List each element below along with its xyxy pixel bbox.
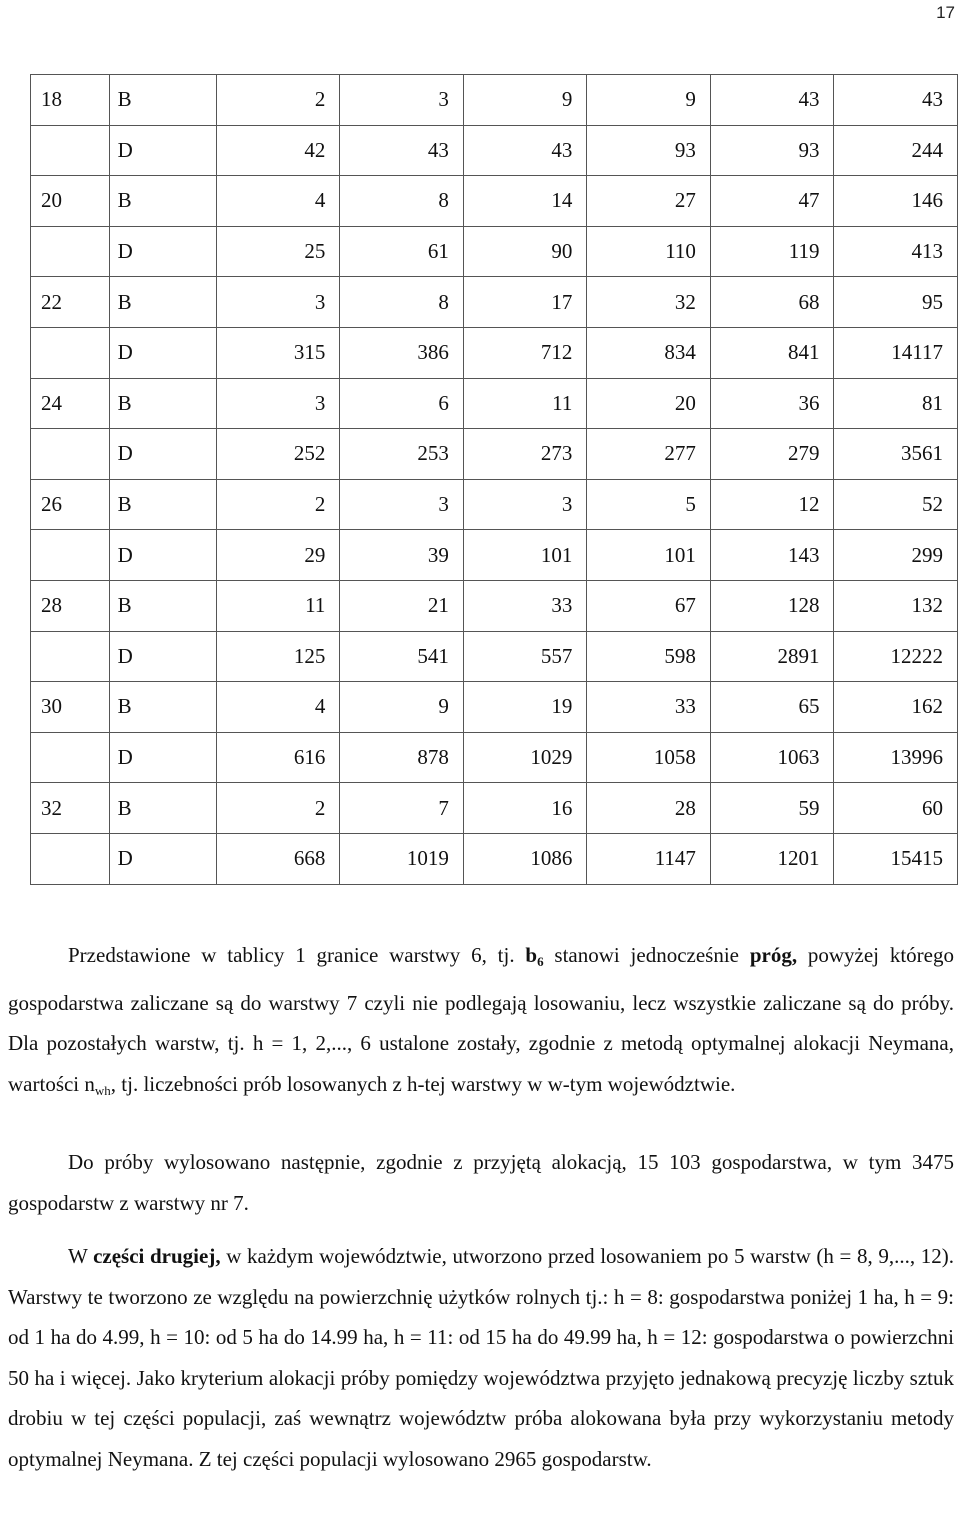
- cell-stratum-4: 110: [587, 226, 711, 277]
- cell-bound-type: B: [109, 479, 216, 530]
- cell-stratum-2: 43: [340, 125, 464, 176]
- cell-stratum-3: 16: [463, 783, 587, 834]
- paragraph1-text-e: powyżej którego gospodarstwa zaliczane są do warstwy 7 czyli nie podlegają losowaniu, lecz wszystkie zaliczane są do próby. Dla pozostałych warstw, tj. h = 1, 2,..., 6 ustalone zostały, zgodnie z metodą optymalnej alokacji Neymana, wartości n: [8, 943, 954, 1096]
- cell-stratum-1: 3: [216, 277, 340, 328]
- cell-bound-type: B: [109, 277, 216, 328]
- cell-stratum-1: 616: [216, 732, 340, 783]
- table-row: [31, 125, 958, 176]
- cell-bound-type: D: [109, 327, 216, 378]
- cell-stratum-2: 7: [340, 783, 464, 834]
- cell-stratum-5: 36: [710, 378, 834, 429]
- cell-stratum-6: 43: [834, 75, 958, 126]
- cell-stratum-1: 25: [216, 226, 340, 277]
- cell-stratum-5: 43: [710, 75, 834, 126]
- table-row: [31, 479, 958, 530]
- cell-voivodeship: [31, 226, 110, 277]
- cell-bound-type: B: [109, 378, 216, 429]
- cell-stratum-5: 93: [710, 125, 834, 176]
- cell-stratum-5: 1063: [710, 732, 834, 783]
- cell-voivodeship: 20: [31, 176, 110, 227]
- paragraph1-text-c: stanowi jednocześnie: [543, 943, 750, 967]
- cell-stratum-5: 841: [710, 327, 834, 378]
- cell-stratum-1: 2: [216, 783, 340, 834]
- cell-stratum-3: 19: [463, 682, 587, 733]
- cell-stratum-4: 9: [587, 75, 711, 126]
- cell-bound-type: B: [109, 75, 216, 126]
- table-row: [31, 732, 958, 783]
- cell-voivodeship: 26: [31, 479, 110, 530]
- cell-stratum-3: 9: [463, 75, 587, 126]
- paragraph3-bold-heading: części drugiej,: [93, 1244, 221, 1268]
- paragraph1-b-symbol: b: [525, 943, 538, 967]
- cell-stratum-3: 273: [463, 429, 587, 480]
- cell-stratum-6: 81: [834, 378, 958, 429]
- cell-bound-type: B: [109, 176, 216, 227]
- cell-bound-type: D: [109, 125, 216, 176]
- cell-stratum-4: 28: [587, 783, 711, 834]
- cell-stratum-6: 146: [834, 176, 958, 227]
- cell-stratum-6: 60: [834, 783, 958, 834]
- paragraph2-text: Do próby wylosowano następnie, zgodnie z przyjętą alokacją, 15 103 gospodarstwa, w tym 3475 gospodarstw z warstwy nr 7.: [8, 1150, 954, 1215]
- cell-voivodeship: [31, 530, 110, 581]
- cell-stratum-1: 29: [216, 530, 340, 581]
- paragraph1-text-a: Przedstawione w tablicy 1 granice warstwy 6, tj.: [68, 943, 526, 967]
- table-row: [31, 580, 958, 631]
- cell-voivodeship: 18: [31, 75, 110, 126]
- data-table: [30, 74, 958, 885]
- cell-stratum-1: 4: [216, 682, 340, 733]
- cell-voivodeship: 22: [31, 277, 110, 328]
- cell-stratum-3: 14: [463, 176, 587, 227]
- paragraph1-n-subscript: wh: [94, 1082, 111, 1098]
- cell-stratum-4: 67: [587, 580, 711, 631]
- cell-stratum-3: 90: [463, 226, 587, 277]
- cell-stratum-6: 14117: [834, 327, 958, 378]
- cell-stratum-1: 2: [216, 75, 340, 126]
- cell-stratum-3: 557: [463, 631, 587, 682]
- paragraph-second-part: [8, 1236, 954, 1480]
- cell-stratum-6: 299: [834, 530, 958, 581]
- cell-stratum-3: 33: [463, 580, 587, 631]
- cell-stratum-6: 413: [834, 226, 958, 277]
- cell-stratum-1: 125: [216, 631, 340, 682]
- cell-voivodeship: [31, 327, 110, 378]
- cell-bound-type: B: [109, 580, 216, 631]
- cell-stratum-5: 65: [710, 682, 834, 733]
- table-row: [31, 833, 958, 884]
- cell-stratum-3: 1086: [463, 833, 587, 884]
- cell-stratum-4: 33: [587, 682, 711, 733]
- cell-stratum-3: 712: [463, 327, 587, 378]
- table-row: [31, 631, 958, 682]
- table-row: [31, 378, 958, 429]
- cell-bound-type: B: [109, 783, 216, 834]
- cell-stratum-4: 20: [587, 378, 711, 429]
- cell-stratum-4: 598: [587, 631, 711, 682]
- cell-bound-type: B: [109, 682, 216, 733]
- table-row: [31, 176, 958, 227]
- cell-stratum-4: 27: [587, 176, 711, 227]
- cell-stratum-6: 15415: [834, 833, 958, 884]
- cell-stratum-2: 39: [340, 530, 464, 581]
- table-row: [31, 277, 958, 328]
- paragraph3-text-c: w każdym województwie, utworzono przed losowaniem po 5 warstw (h = 8, 9,..., 12). Warstwy te tworzono ze względu na powierzchnię użytków rolnych tj.: h = 8: gospodarstwa poniżej 1 ha, h = 9: od 1 ha do 4.99, h = 10: od 5 ha do 14.99 ha, h = 11: od 15 ha do 49.99 ha, h = 12: gospodarstwa o powierzchni 50 ha i więcej. Jako kryterium alokacji próby pomiędzy województwa przyjęto jednakową precyzję liczby sztuk drobiu w tej części populacji, zaś wewnątrz województw próba alokowana była przy wykorzystaniu metody optymalnej Neymana. Z tej części populacji wylosowano 2965 gospodarstw.: [8, 1244, 954, 1471]
- cell-voivodeship: 28: [31, 580, 110, 631]
- cell-stratum-3: 1029: [463, 732, 587, 783]
- cell-stratum-3: 11: [463, 378, 587, 429]
- cell-stratum-4: 101: [587, 530, 711, 581]
- cell-stratum-2: 3: [340, 479, 464, 530]
- cell-stratum-2: 253: [340, 429, 464, 480]
- paragraph-sample-drawn: [8, 1142, 954, 1223]
- cell-stratum-5: 59: [710, 783, 834, 834]
- table-row: [31, 429, 958, 480]
- cell-bound-type: D: [109, 530, 216, 581]
- cell-stratum-6: 12222: [834, 631, 958, 682]
- paragraph1-b-subscript: 6: [537, 954, 544, 969]
- cell-bound-type: D: [109, 429, 216, 480]
- paragraph3-text-a: W: [68, 1244, 94, 1268]
- cell-stratum-2: 878: [340, 732, 464, 783]
- cell-stratum-1: 42: [216, 125, 340, 176]
- cell-stratum-1: 3: [216, 378, 340, 429]
- cell-stratum-1: 11: [216, 580, 340, 631]
- cell-voivodeship: [31, 631, 110, 682]
- cell-stratum-6: 132: [834, 580, 958, 631]
- cell-stratum-5: 143: [710, 530, 834, 581]
- cell-stratum-6: 95: [834, 277, 958, 328]
- table-row: [31, 530, 958, 581]
- table-row: [31, 682, 958, 733]
- cell-stratum-6: 3561: [834, 429, 958, 480]
- cell-stratum-5: 12: [710, 479, 834, 530]
- table-row: [31, 327, 958, 378]
- cell-stratum-5: 47: [710, 176, 834, 227]
- cell-stratum-3: 101: [463, 530, 587, 581]
- cell-voivodeship: [31, 429, 110, 480]
- cell-stratum-2: 21: [340, 580, 464, 631]
- cell-bound-type: D: [109, 631, 216, 682]
- cell-stratum-3: 43: [463, 125, 587, 176]
- cell-voivodeship: [31, 125, 110, 176]
- cell-stratum-1: 4: [216, 176, 340, 227]
- cell-stratum-1: 252: [216, 429, 340, 480]
- cell-stratum-1: 2: [216, 479, 340, 530]
- cell-stratum-5: 68: [710, 277, 834, 328]
- cell-stratum-5: 128: [710, 580, 834, 631]
- cell-stratum-4: 1058: [587, 732, 711, 783]
- cell-stratum-6: 244: [834, 125, 958, 176]
- cell-stratum-2: 8: [340, 277, 464, 328]
- paragraph1-text-g: , tj. liczebności prób losowanych z h-tej warstwy w w-tym województwie.: [110, 1071, 736, 1096]
- cell-stratum-5: 1201: [710, 833, 834, 884]
- cell-voivodeship: 30: [31, 682, 110, 733]
- cell-voivodeship: 32: [31, 783, 110, 834]
- cell-stratum-5: 119: [710, 226, 834, 277]
- paragraph1-threshold: próg,: [749, 943, 798, 967]
- cell-voivodeship: 24: [31, 378, 110, 429]
- cell-stratum-2: 541: [340, 631, 464, 682]
- table-row: [31, 783, 958, 834]
- cell-stratum-3: 17: [463, 277, 587, 328]
- cell-bound-type: D: [109, 833, 216, 884]
- cell-stratum-2: 1019: [340, 833, 464, 884]
- cell-stratum-2: 8: [340, 176, 464, 227]
- table-row: [31, 226, 958, 277]
- cell-bound-type: D: [109, 732, 216, 783]
- cell-stratum-6: 162: [834, 682, 958, 733]
- cell-stratum-6: 13996: [834, 732, 958, 783]
- cell-stratum-2: 3: [340, 75, 464, 126]
- table-row: [31, 75, 958, 126]
- cell-stratum-4: 1147: [587, 833, 711, 884]
- paragraph-strata-limits: [8, 935, 954, 1111]
- cell-stratum-4: 32: [587, 277, 711, 328]
- cell-stratum-4: 277: [587, 429, 711, 480]
- cell-stratum-2: 9: [340, 682, 464, 733]
- cell-bound-type: D: [109, 226, 216, 277]
- cell-stratum-4: 93: [587, 125, 711, 176]
- cell-stratum-6: 52: [834, 479, 958, 530]
- cell-stratum-2: 6: [340, 378, 464, 429]
- cell-stratum-3: 3: [463, 479, 587, 530]
- cell-stratum-1: 315: [216, 327, 340, 378]
- cell-stratum-1: 668: [216, 833, 340, 884]
- cell-stratum-4: 5: [587, 479, 711, 530]
- cell-stratum-2: 61: [340, 226, 464, 277]
- page-number: 17: [936, 3, 955, 22]
- cell-stratum-2: 386: [340, 327, 464, 378]
- cell-voivodeship: [31, 732, 110, 783]
- cell-stratum-4: 834: [587, 327, 711, 378]
- table-body: [31, 75, 958, 885]
- cell-stratum-5: 2891: [710, 631, 834, 682]
- cell-stratum-5: 279: [710, 429, 834, 480]
- cell-voivodeship: [31, 833, 110, 884]
